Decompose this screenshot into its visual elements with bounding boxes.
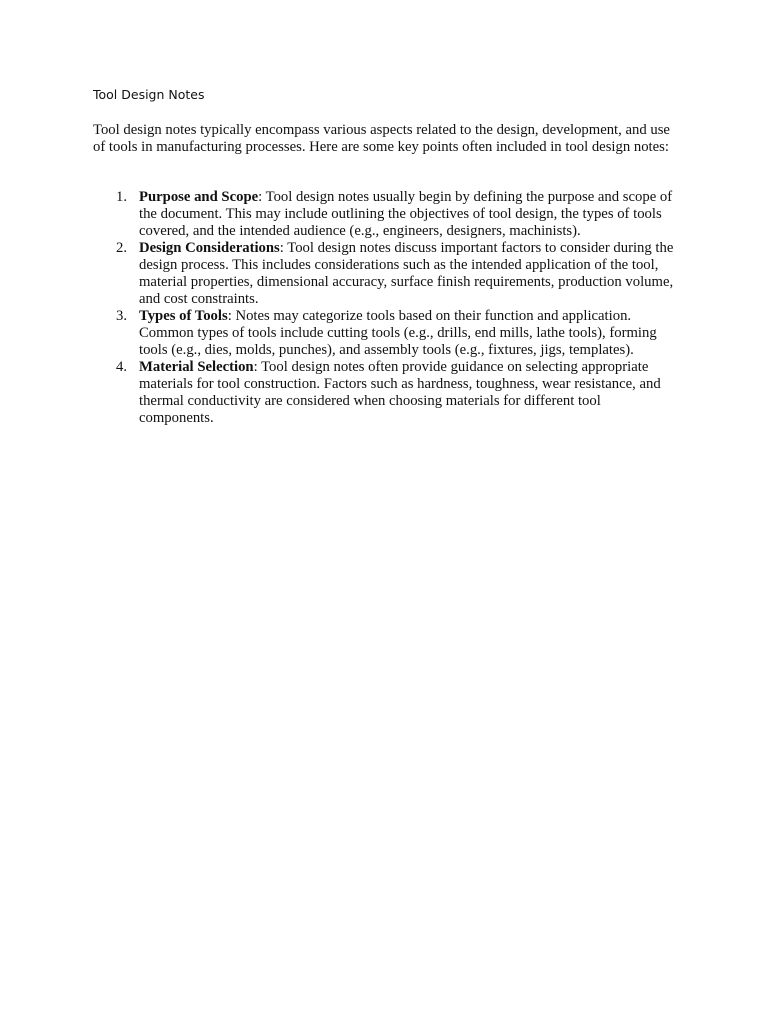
list-item-number: 1. xyxy=(116,189,128,205)
list-item-heading: Material Selection xyxy=(139,359,254,375)
list-item-text: : Notes may categorize tools based on their function and application. Common types of tools include cutting tools (e.g., drills, end mills, lathe tools), forming tools (e.g., dies, molds, punches), and assembly tools (e.g., fixtures, jigs, templates). xyxy=(139,308,657,358)
document-title: Tool Design Notes xyxy=(93,87,205,102)
intro-paragraph: Tool design notes typically encompass various aspects related to the design, development, and use of tools in manufacturing processes. Here are some key points often included in tool design notes: xyxy=(93,122,670,155)
list-item-heading: Purpose and Scope xyxy=(139,189,259,205)
list-item-heading: Design Considerations xyxy=(139,240,280,256)
list-item xyxy=(116,359,679,427)
list-item-text: : Tool design notes usually begin by defining the purpose and scope of the document. This may include outlining the objectives of tool design, the types of tools covered, and the intended audience (e.g., engineers, designers, machinists). xyxy=(139,189,673,239)
list-item-number: 2. xyxy=(116,240,128,256)
list-item-number: 4. xyxy=(116,359,128,375)
list-item-text: : Tool design notes discuss important factors to consider during the design process. This includes considerations such as the intended application of the tool, material properties, dimensional accuracy, surface finish requirements, production volume, and cost constraints. xyxy=(139,240,674,307)
list-item-number: 3. xyxy=(116,308,128,324)
key-points-list xyxy=(116,189,679,427)
list-item-heading: Types of Tools xyxy=(139,308,228,324)
list-item xyxy=(116,240,679,308)
list-item xyxy=(116,308,679,359)
list-item-text: : Tool design notes often provide guidance on selecting appropriate materials for tool construction. Factors such as hardness, toughness, wear resistance, and thermal conductivity are considered when choosing materials for different tool components. xyxy=(139,359,661,426)
list-item xyxy=(116,189,679,240)
